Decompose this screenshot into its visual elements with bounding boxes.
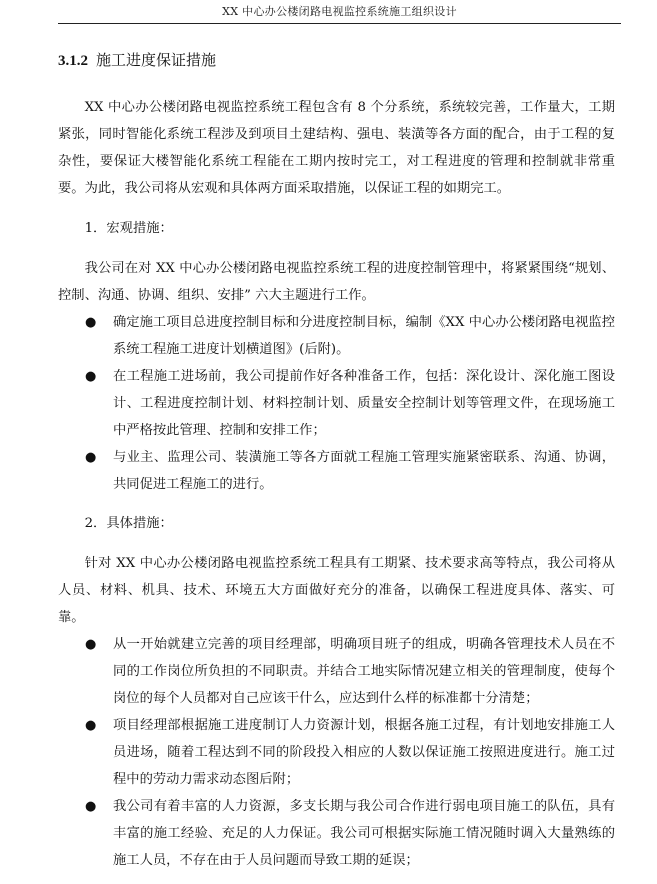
bullet-icon: ●: [85, 450, 97, 465]
document-body: [58, 40, 615, 874]
section-title: 施工进度保证措施: [96, 51, 217, 69]
list-item: [58, 793, 615, 874]
bullet-icon: ●: [85, 315, 97, 330]
list-item-text: 项目经理部根据施工进度制订人力资源计划，根据各施工过程，有计划地安排施工人员进场，随着工程达到不同的阶段投入相应的人数以保证施工按照进度进行。施工过程中的劳动力需求动态图后附；: [113, 718, 615, 787]
page-header: [58, 5, 621, 24]
macro-measures-list: [58, 309, 615, 498]
specific-measures-list: [58, 631, 615, 874]
bullet-icon: ●: [85, 637, 97, 652]
macro-measures-intro: 我公司在对 XX 中心办公楼闭路电视监控系统工程的进度控制管理中，将紧紧围绕“规划、控制、沟通、协调、组织、安排” 六大主题进行工作。: [58, 261, 615, 303]
specific-measures-heading: 2．具体措施：: [84, 516, 173, 531]
list-item: [58, 712, 615, 793]
list-item-text: 我公司有着丰富的人力资源，多支长期与我公司合作进行弱电项目施工的队伍，具有丰富的施工经验、充足的人力保证。我公司可根据实际施工情况随时调入大量熟练的施工人员，不存在由于人员问题而导致工期的延误；: [113, 799, 615, 868]
list-item: [58, 444, 615, 498]
list-item-text: 从一开始就建立完善的项目经理部，明确项目班子的组成，明确各管理技术人员在不同的工作岗位所负担的不同职责。并结合工地实际情况建立相关的管理制度，使每个岗位的每个人员都对自己应该干什么，应达到什么样的标准都十分清楚；: [113, 637, 615, 706]
specific-measures-intro: 针对 XX 中心办公楼闭路电视监控系统工程具有工期紧、技术要求高等特点，我公司将从人员、材料、机具、技术、环境五大方面做好充分的准备，以确保工程进度具体、落实、可靠。: [58, 556, 615, 625]
bullet-icon: ●: [85, 718, 97, 733]
bullet-icon: ●: [85, 799, 97, 814]
list-item-text: 在工程施工进场前，我公司提前作好各种准备工作，包括：深化设计、深化施工图设计、工程进度控制计划、材料控制计划、质量安全控制计划等管理文件，在现场施工中严格按此管理、控制和安排工作；: [113, 369, 615, 438]
section-number: 3.1.2: [58, 53, 88, 69]
section-heading: [58, 48, 615, 73]
list-item-text: 确定施工项目总进度控制目标和分进度控制目标，编制《XX 中心办公楼闭路电视监控系统工程施工进度计划横道图》(后附)。: [113, 315, 615, 357]
macro-measures-heading: 1．宏观措施：: [84, 221, 173, 236]
bullet-icon: ●: [85, 369, 97, 384]
list-item: [58, 631, 615, 712]
list-item: [58, 363, 615, 444]
list-item: [58, 309, 615, 363]
intro-paragraph: XX 中心办公楼闭路电视监控系统工程包含有 8 个分系统，系统较完善，工作量大，工期紧张，同时智能化系统工程涉及到项目土建结构、强电、装潢等各方面的配合，由于工程的复杂性，要保证大楼智能化系统工程能在工期内按时完工，对工程进度的管理和控制就非常重要。为此，我公司将从宏观和具体两方面采取措施，以保证工程的如期完工。: [58, 100, 615, 196]
list-item-text: 与业主、监理公司、装潢施工等各方面就工程施工管理实施紧密联系、沟通、协调，共同促进工程施工的进行。: [113, 450, 615, 492]
running-title: XX 中心办公楼闭路电视监控系统施工组织设计: [222, 5, 457, 18]
